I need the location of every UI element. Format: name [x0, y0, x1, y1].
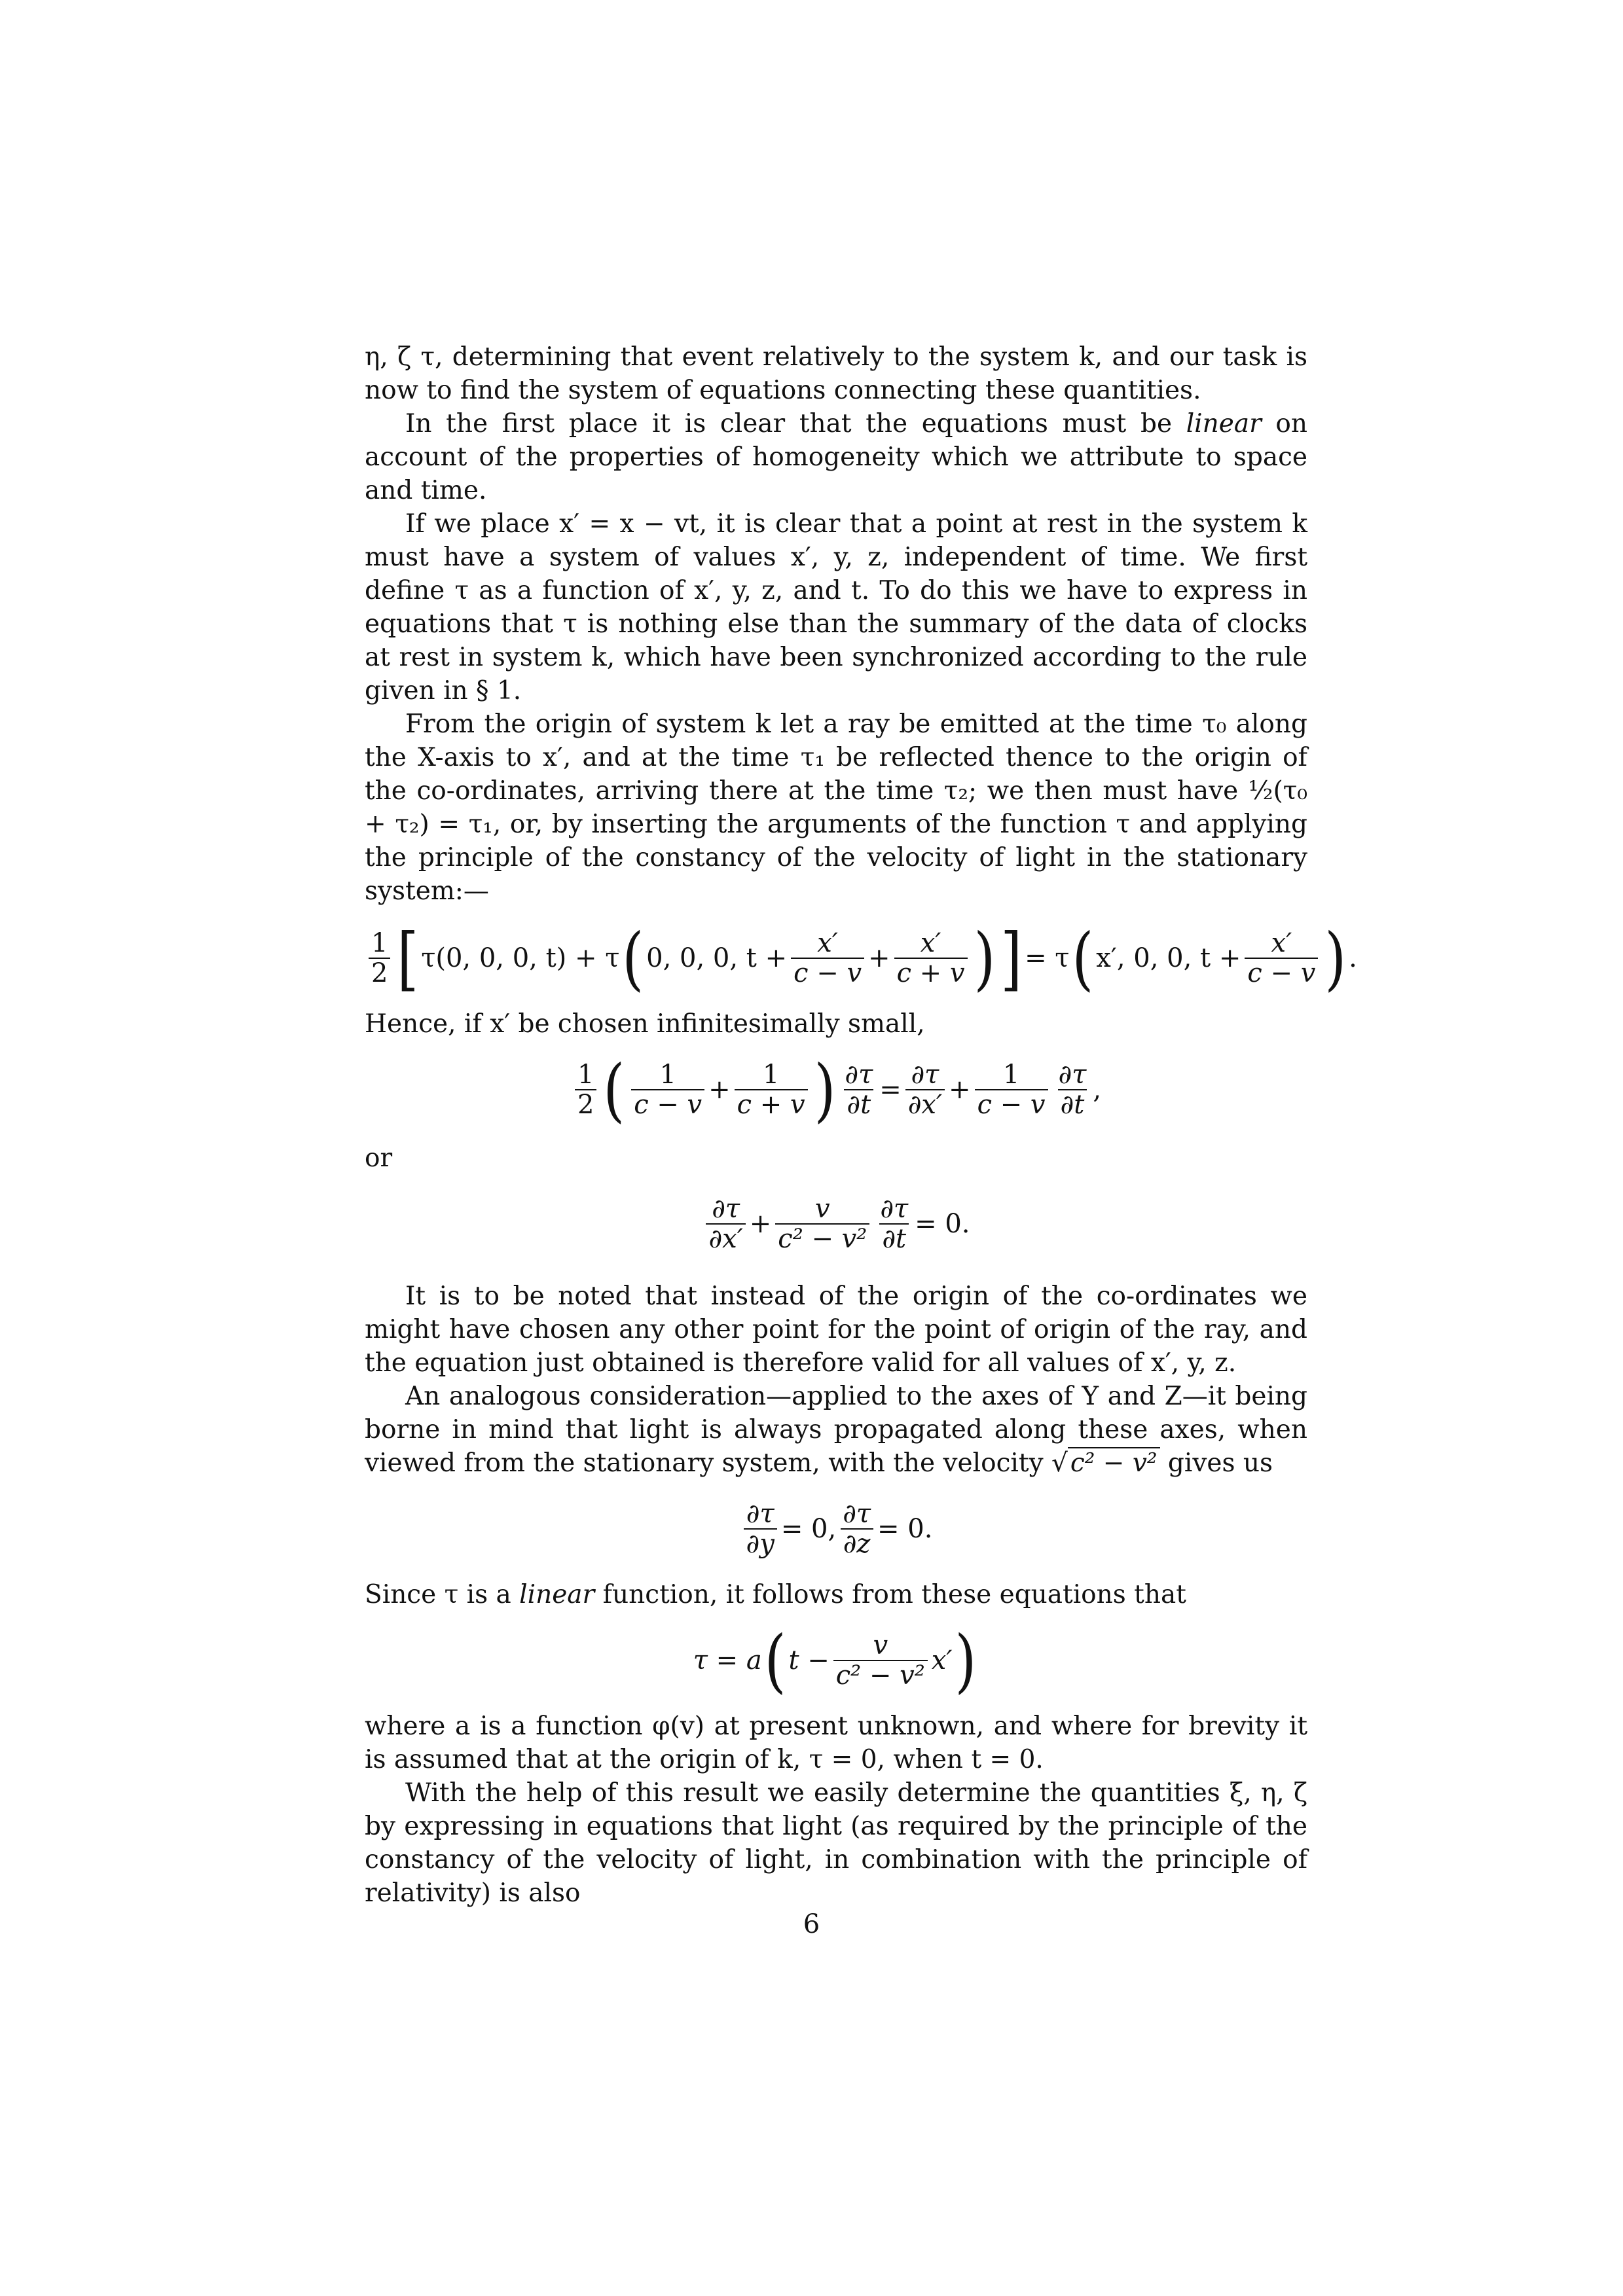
eq1-right-paren: )	[974, 918, 996, 999]
eq1-equals-tau: = τ	[1025, 942, 1070, 973]
paragraph-7-text-b: gives us	[1159, 1448, 1273, 1478]
paragraph-2-text-a: In the first place it is clear that the equations must be	[405, 409, 1186, 439]
eq2-plus: +	[708, 1074, 731, 1105]
equation-2	[365, 1049, 1307, 1130]
eq4-mid: = 0,	[780, 1513, 837, 1544]
paragraph-7-text-a: An analogous consideration—applied to the axes of Y and Z—it being borne in mind that light is always propagated along these axes, when viewed from the stationary system, with the velocity	[365, 1382, 1307, 1478]
eq1-plus: +	[868, 942, 890, 973]
eq5-lhs: τ = a	[693, 1645, 762, 1676]
eq1-right-bracket: ]	[1000, 918, 1023, 999]
eq2-equals: =	[879, 1074, 902, 1105]
paragraph-2-emphasis: linear	[1186, 409, 1262, 439]
eq1-frac-1: $\frac{x'}{c - v}$	[791, 929, 864, 988]
eq1-left-paren: (	[622, 918, 644, 999]
paragraph-2	[365, 407, 1307, 507]
equation-1	[365, 918, 1357, 999]
paragraph-4: From the origin of system k let a ray be emitted at the time τ₀ along the X-axis to x′, and at the time τ₁ be reflected thence to the origin of the co-ordinates, arriving there at the time τ₂; we then must have ½(τ₀ + τ₂) = τ₁, or, by inserting the arguments of the function τ and applying the principle of the constancy of the velocity of light in the stationary system:—	[365, 709, 1307, 906]
eq1-frac-2: $\frac{x'}{c + v}$	[894, 929, 968, 988]
eq5-t: t −	[788, 1645, 830, 1676]
paragraph-5: Hence, if x′ be chosen infinitesimally small,	[365, 1009, 925, 1039]
eq5-frac: $\frac{v}{\text{c² − v²}}$	[833, 1631, 928, 1690]
paragraph-3: If we place x′ = x − vt, it is clear that a point at rest in the system k must have a system of values x′, y, z, independent of time. We first define τ as a function of x′, y, z, and t. To do this we have to express in equations that τ is nothing else than the summary of the data of clocks at rest in system k, which have been synchronized according to the rule given in § 1.	[365, 509, 1307, 706]
paragraph-2-text-b: on account of the properties of homogeneity which we attribute to space and time.	[365, 409, 1308, 505]
paragraph-10: With the help of this result we easily determine the quantities ξ, η, ζ by expressing in equations that light (as required by the principle of the constancy of the velocity of light, in combination with the principle of relativity) is also	[365, 1778, 1307, 1908]
eq3-frac-c: $\frac{\partial\tau}{\partial t}$	[880, 1194, 909, 1254]
eq2-plus-2: +	[949, 1074, 971, 1105]
eq2-frac-f: $\frac{1}{c - v}$	[975, 1060, 1048, 1119]
eq5-left-paren: (	[764, 1620, 786, 1701]
paragraph-1: η, ζ τ, determining that event relatively to the system k, and our task is now to find the system of equations connecting these quantities.	[365, 342, 1307, 405]
eq3-end: = 0.	[915, 1208, 970, 1239]
eq2-frac-e: $\frac{\partial\tau}{\partial x'}$	[905, 1060, 945, 1119]
eq2-right-paren: )	[814, 1049, 836, 1130]
eq1-half: $\frac{1}{2}$	[369, 929, 390, 988]
eq4-end: = 0.	[877, 1513, 933, 1544]
eq1-left-paren-2: (	[1072, 918, 1094, 999]
eq2-frac-b: $\frac{1}{c + v}$	[735, 1060, 808, 1119]
equation-4	[365, 1499, 1307, 1558]
eq1-inner-2: x′, 0, 0, t +	[1096, 942, 1241, 973]
eq2-frac-d: $\frac{\partial\tau}{\partial t}$	[845, 1060, 873, 1120]
paragraph-6: It is to be noted that instead of the origin of the co-ordinates we might have chosen any other point for the point of origin of the ray, and the equation just obtained is therefore valid for all values of x′, y, z.	[365, 1282, 1307, 1378]
eq5-x: x′	[931, 1645, 953, 1676]
equation-5	[365, 1620, 1307, 1701]
eq2-half: $\frac{1}{2}$	[575, 1060, 596, 1119]
eq1-end: .	[1349, 942, 1357, 973]
eq5-right-paren: )	[955, 1620, 977, 1701]
label-or: or	[365, 1143, 393, 1173]
page-body	[365, 340, 1357, 1910]
paragraph-8-text-a: Since τ is a	[365, 1580, 520, 1609]
eq2-end: ,	[1093, 1074, 1102, 1105]
eq2-left-paren: (	[603, 1049, 625, 1130]
sqrt-sign: √	[1051, 1448, 1068, 1478]
eq1-right-paren-2: )	[1324, 918, 1347, 999]
eq1-inner-1: 0, 0, 0, t +	[646, 942, 788, 973]
paragraph-9: where a is a function φ(v) at present unknown, and where for brevity it is assumed that at the origin of k, τ = 0, when t = 0.	[365, 1712, 1307, 1774]
eq1-frac-3: $\frac{x'}{c - v}$	[1245, 929, 1318, 988]
eq1-tau-first: τ(0, 0, 0, t) + τ	[421, 942, 620, 973]
paragraph-7-sqrt: c² − v²	[1068, 1447, 1160, 1478]
eq3-plus: +	[749, 1208, 772, 1239]
eq2-frac-a: $\frac{1}{c - v}$	[631, 1060, 704, 1119]
eq3-frac-a: $\frac{\partial\tau}{\partial x'}$	[706, 1194, 745, 1253]
eq1-left-bracket: [	[397, 918, 419, 999]
eq3-frac-b: $\frac{v}{\text{c² − v²}}$	[775, 1194, 869, 1253]
paragraph-8-text-b: function, it follows from these equations that	[594, 1580, 1186, 1609]
paragraph-7	[365, 1380, 1307, 1480]
eq4-frac-b: $\frac{\partial\tau}{\partial z}$	[840, 1499, 873, 1558]
page-number: 6	[803, 1909, 820, 1939]
equation-3	[365, 1194, 1307, 1253]
eq4-frac-a: $\frac{\partial\tau}{\partial y}$	[744, 1499, 777, 1558]
eq2-frac-g: $\frac{\partial\tau}{\partial t}$	[1058, 1060, 1087, 1120]
paragraph-8-emphasis: linear	[519, 1580, 595, 1609]
paragraph-8	[365, 1578, 1307, 1611]
